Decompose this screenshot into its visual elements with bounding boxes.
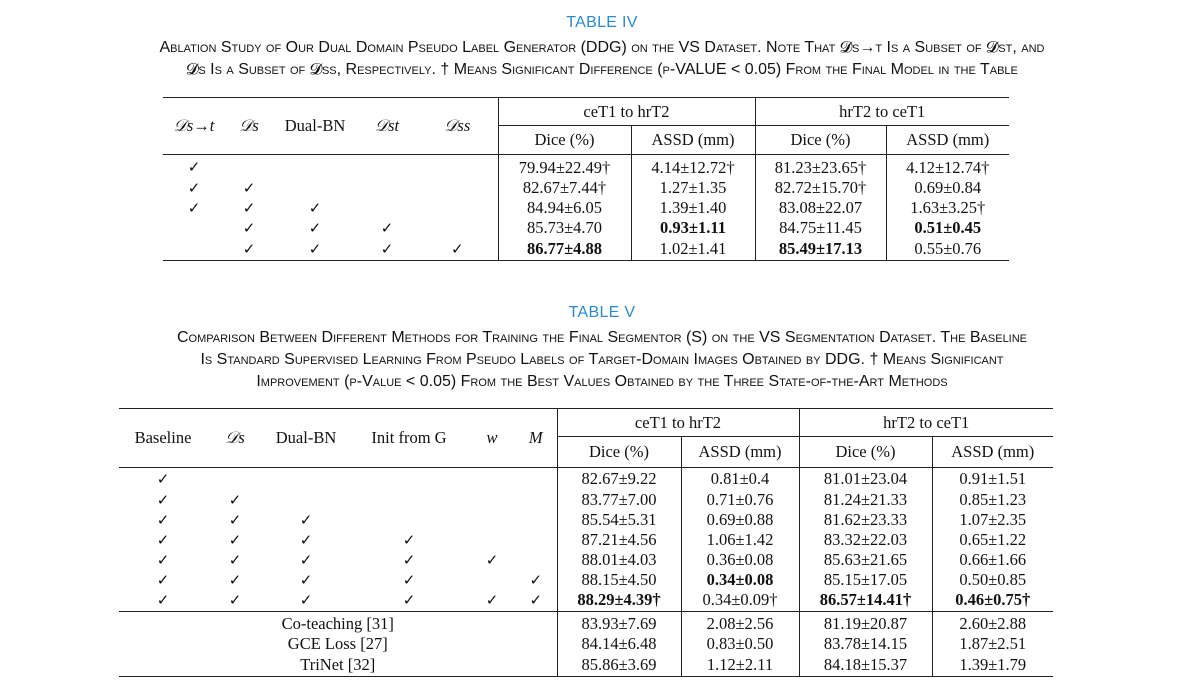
t5-cell: 0.34±0.09† (681, 590, 799, 612)
t5-cell: 84.14±6.48 (557, 634, 681, 654)
t4-cell: ✓ (187, 199, 201, 217)
t5-group-hr2ce: hrT2 to ceT1 (799, 409, 1053, 437)
table-row (119, 590, 1053, 612)
t5-cell: 83.77±7.00 (557, 490, 681, 510)
t4-cell: 81.23±23.65† (755, 155, 886, 179)
t5-cell: 2.60±2.88 (932, 612, 1053, 635)
t5-cell: ✓ (228, 591, 242, 610)
table-row (119, 634, 1053, 654)
t5-cell: 0.71±0.76 (681, 490, 799, 510)
t4-cell: 79.94±22.49† (498, 155, 631, 179)
t4-cell (225, 155, 273, 179)
t4-cell: 0.55±0.76 (886, 238, 1009, 260)
table5-caption-line2: Is Standard Supervised Learning From Pseudo Labels of Target-Domain Images Obtained by DDG. † Means Significant (200, 351, 1004, 368)
t5-cell: 87.21±4.56 (557, 530, 681, 550)
t4-header-ds: 𝒟s (225, 98, 273, 155)
t4-cell: 85.73±4.70 (498, 218, 631, 238)
t5-sub-assd-1: ASSD (mm) (681, 437, 799, 468)
t5-sub-assd-2: ASSD (mm) (932, 437, 1053, 468)
t5-cell: 1.06±1.42 (681, 530, 799, 550)
t5-cell (263, 490, 349, 510)
t5-cell: 2.08±2.56 (681, 612, 799, 635)
table5-caption-line3: Improvement (p-Value < 0.05) From the Best Values Obtained by the Three State-of-the-Art Methods (256, 373, 948, 390)
t5-cell: 81.62±23.33 (799, 510, 932, 530)
t4-cell: 84.75±11.45 (755, 218, 886, 238)
t4-cell: 0.93±1.11 (631, 218, 755, 238)
t4-cell: 86.77±4.88 (498, 238, 631, 260)
t5-header-dualbn: Dual-BN (263, 409, 349, 468)
t4-cell (357, 155, 417, 179)
t5-cell: ✓ (156, 490, 170, 509)
table-row (163, 218, 1009, 238)
t4-header-dualbn: Dual-BN (273, 98, 357, 155)
t5-cell (207, 468, 263, 490)
t5-header-m: M (515, 409, 557, 468)
t5-cell: 1.12±2.11 (681, 654, 799, 676)
t5-cell: ✓ (156, 510, 170, 529)
t5-cell: ✓ (156, 591, 170, 610)
t4-sub-dice-1: Dice (%) (498, 126, 631, 155)
table-row (163, 178, 1009, 198)
t5-cell: 83.93±7.69 (557, 612, 681, 635)
t5-cell: ✓ (402, 550, 416, 569)
t4-cell: ✓ (242, 179, 256, 197)
t5-cell (263, 468, 349, 490)
t4-cell (357, 198, 417, 218)
t5-cell: ✓ (402, 570, 416, 589)
t5-cell: 0.34±0.08 (681, 570, 799, 590)
t4-cell: 1.27±1.35 (631, 178, 755, 198)
t5-cell: ✓ (299, 530, 313, 549)
t5-cell: ✓ (485, 591, 499, 610)
t4-cell (273, 155, 357, 179)
t4-cell: ✓ (242, 199, 256, 217)
t4-header-dss: 𝒟ss (417, 98, 498, 155)
t5-cell: ✓ (228, 550, 242, 569)
table-row (119, 654, 1053, 676)
table4-caption-line2: 𝓓s Is a Subset of 𝓓ss, Respectively. † Means Significant Difference (p-VALUE < 0.05) From the Final Model in the Table (186, 61, 1018, 78)
t5-cell: ✓ (529, 570, 543, 589)
t5-cell: ✓ (156, 530, 170, 549)
t5-cell: 81.01±23.04 (799, 468, 932, 490)
t5-cell: 0.66±1.66 (932, 550, 1053, 570)
table4-caption-line1: Ablation Study of Our Dual Domain Pseudo Label Generator (DDG) on the VS Dataset. Note That 𝓓s→t Is a Subset of 𝓓st, and (159, 39, 1045, 56)
t4-cell: 0.51±0.45 (886, 218, 1009, 238)
table5-caption-line1: Comparison Between Different Methods for Training the Final Segmentor (S) on the VS Segmentation Dataset. The Baseline (176, 329, 1028, 346)
table4 (163, 97, 1009, 261)
t5-cell: ✓ (402, 530, 416, 549)
t5-cell: 0.69±0.88 (681, 510, 799, 530)
t5-cell: 1.07±2.35 (932, 510, 1053, 530)
t5-cell: 86.57±14.41† (799, 590, 932, 612)
t5-method-name: GCE Loss [27] (287, 634, 388, 653)
t5-cell (469, 490, 515, 510)
t5-cell (469, 468, 515, 490)
t5-cell: 83.78±14.15 (799, 634, 932, 654)
t5-cell: 1.87±2.51 (932, 634, 1053, 654)
table-row (119, 490, 1053, 510)
table-row (163, 238, 1009, 260)
t5-cell: 85.63±21.65 (799, 550, 932, 570)
t5-cell: 0.85±1.23 (932, 490, 1053, 510)
t5-header-baseline: Baseline (119, 409, 207, 468)
t5-cell (515, 530, 557, 550)
t5-cell (469, 570, 515, 590)
table-row (119, 570, 1053, 590)
t5-cell: ✓ (299, 570, 313, 589)
t5-cell (515, 468, 557, 490)
t4-cell: ✓ (308, 199, 322, 217)
t4-cell: ✓ (380, 239, 394, 258)
t5-cell (349, 468, 469, 490)
t4-cell: ✓ (187, 157, 201, 176)
t5-sub-dice-2: Dice (%) (799, 437, 932, 468)
t4-header-dst: 𝒟s→t (163, 98, 225, 155)
t5-header-ds: 𝒟s (207, 409, 263, 468)
t5-cell (469, 510, 515, 530)
t4-cell (417, 155, 498, 179)
t4-cell: 82.72±15.70† (755, 178, 886, 198)
t4-cell (163, 238, 225, 260)
t4-cell: ✓ (450, 239, 464, 258)
t5-cell: ✓ (299, 591, 313, 610)
table-row (119, 510, 1053, 530)
t5-cell (349, 490, 469, 510)
t4-cell: 4.12±12.74† (886, 155, 1009, 179)
t5-cell: 88.01±4.03 (557, 550, 681, 570)
table-row (119, 468, 1053, 490)
t4-cell: 4.14±12.72† (631, 155, 755, 179)
t5-cell: ✓ (228, 570, 242, 589)
t5-cell: 0.46±0.75† (932, 590, 1053, 612)
t5-cell: 0.83±0.50 (681, 634, 799, 654)
table-row (119, 550, 1053, 570)
t5-header-init: Init from G (349, 409, 469, 468)
t4-cell: 1.02±1.41 (631, 238, 755, 260)
t4-cell: 85.49±17.13 (755, 238, 886, 260)
t5-method-name: TriNet [32] (300, 654, 376, 674)
t5-group-ce2hr: ceT1 to hrT2 (557, 409, 799, 437)
t5-cell: 0.65±1.22 (932, 530, 1053, 550)
t4-cell (273, 178, 357, 198)
t4-group-hr2ce: hrT2 to ceT1 (755, 98, 1009, 126)
t4-cell (417, 198, 498, 218)
t5-cell (515, 550, 557, 570)
t4-group-ce2hr: ceT1 to hrT2 (498, 98, 755, 126)
t5-cell: 85.54±5.31 (557, 510, 681, 530)
t5-cell (349, 510, 469, 530)
t5-cell: 84.18±15.37 (799, 654, 932, 676)
table-row (119, 530, 1053, 550)
t4-cell: 1.63±3.25† (886, 198, 1009, 218)
t4-sub-assd-1: ASSD (mm) (631, 126, 755, 155)
t4-cell: 83.08±22.07 (755, 198, 886, 218)
t5-cell: 81.24±21.33 (799, 490, 932, 510)
t4-cell: ✓ (308, 219, 322, 237)
t5-cell: ✓ (228, 530, 242, 549)
t5-cell: ✓ (299, 550, 313, 569)
table4-label: TABLE IV (566, 14, 638, 31)
t4-sub-assd-2: ASSD (mm) (886, 126, 1009, 155)
t5-cell: ✓ (299, 510, 313, 529)
t5-cell: 1.39±1.79 (932, 654, 1053, 676)
t4-cell: ✓ (242, 219, 256, 237)
t4-cell: 0.69±0.84 (886, 178, 1009, 198)
t5-cell: ✓ (228, 510, 242, 529)
t5-cell: 85.86±3.69 (557, 654, 681, 676)
table5-label: TABLE V (568, 304, 636, 321)
table5 (119, 408, 1053, 677)
t4-cell: 82.67±7.44† (498, 178, 631, 198)
t5-sub-dice-1: Dice (%) (557, 437, 681, 468)
t5-cell: ✓ (402, 591, 416, 610)
t4-cell: 1.39±1.40 (631, 198, 755, 218)
t4-cell: ✓ (380, 219, 394, 237)
t5-cell: 88.15±4.50 (557, 570, 681, 590)
t4-cell (417, 178, 498, 198)
t4-cell: ✓ (187, 179, 201, 197)
t4-cell: ✓ (308, 239, 322, 258)
t5-cell: ✓ (156, 550, 170, 569)
t5-cell: ✓ (156, 570, 170, 589)
t5-method-name: Co-teaching [31] (119, 612, 557, 635)
t4-cell: 84.94±6.05 (498, 198, 631, 218)
t5-cell: 0.81±0.4 (681, 468, 799, 490)
t5-cell: 83.32±22.03 (799, 530, 932, 550)
table-row (163, 155, 1009, 179)
t5-cell (515, 510, 557, 530)
t5-cell: 0.36±0.08 (681, 550, 799, 570)
t5-cell: 82.67±9.22 (557, 468, 681, 490)
t5-cell: 88.29±4.39† (557, 590, 681, 612)
t5-cell: ✓ (156, 469, 170, 488)
t5-cell: 0.91±1.51 (932, 468, 1053, 490)
t5-header-w: w (469, 409, 515, 468)
t5-cell: ✓ (228, 490, 242, 509)
t4-cell: ✓ (242, 239, 256, 258)
t5-cell (469, 530, 515, 550)
t4-cell (357, 178, 417, 198)
t4-sub-dice-2: Dice (%) (755, 126, 886, 155)
t5-cell: 85.15±17.05 (799, 570, 932, 590)
t5-cell (515, 490, 557, 510)
t4-cell (417, 218, 498, 238)
t5-cell: ✓ (485, 550, 499, 569)
t5-cell: 0.50±0.85 (932, 570, 1053, 590)
t5-cell: ✓ (529, 591, 543, 610)
t5-cell: 81.19±20.87 (799, 612, 932, 635)
table-row (163, 198, 1009, 218)
table-row (119, 612, 1053, 635)
t4-header-dst2: 𝒟st (357, 98, 417, 155)
t4-cell (163, 218, 225, 238)
